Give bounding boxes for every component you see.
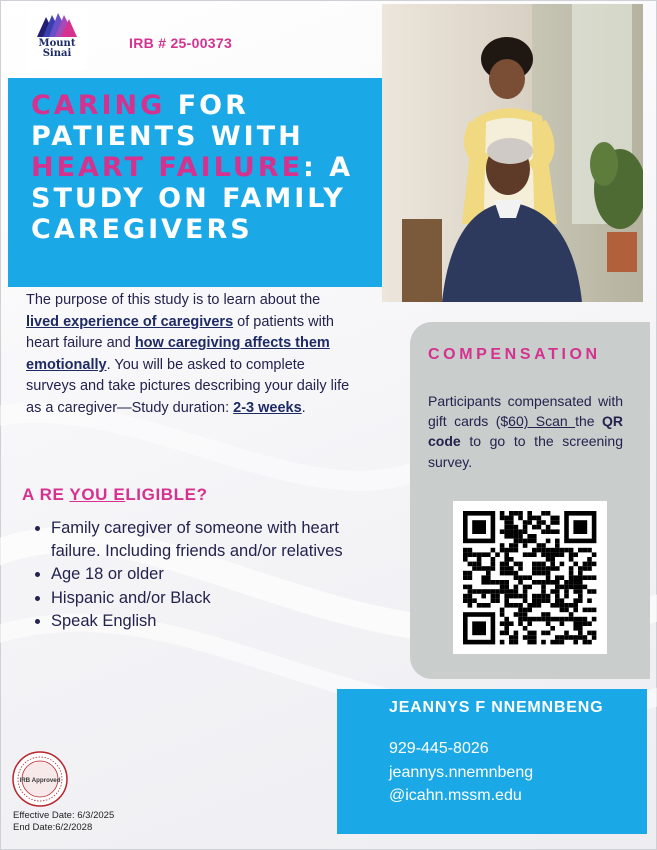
eligibility-heading <box>22 485 208 505</box>
photo-illustration <box>382 4 643 302</box>
mount-sinai-logo-icon <box>34 11 80 39</box>
compensation-text <box>428 391 623 472</box>
contact-name: JEANNYS F NNEMNBENG <box>389 699 604 716</box>
intro-emphasis-duration: 2-3 weeks <box>233 399 302 416</box>
mount-sinai-logo <box>27 8 87 70</box>
intro-text-2: of patients with heart failure and <box>26 313 334 352</box>
title-banner <box>8 78 382 287</box>
contact-email-line1[interactable]: jeannys.nnemnbeng <box>389 763 534 781</box>
elig-head-part1: A RE <box>22 485 70 504</box>
intro-text-3: . You will be asked to complete surveys and take pictures describing your daily life as a caregiver—Study duration: <box>26 356 350 416</box>
elig-head-part2: YOU E <box>69 485 126 504</box>
comp-text-1: Participants compensated with gift cards ($ <box>428 393 623 430</box>
approval-dates <box>13 810 114 834</box>
comp-text-2: the <box>575 413 602 430</box>
caregiver-photo <box>382 4 643 302</box>
intro-text-1: The purpose of this study is to learn about the <box>26 292 321 308</box>
contact-details <box>389 737 639 808</box>
eligibility-item: • Speak English <box>51 610 371 633</box>
study-purpose-paragraph <box>26 290 356 420</box>
irb-seal-icon <box>12 751 68 807</box>
title-heart-failure: HEART FAILURE <box>31 152 304 183</box>
qr-code[interactable] <box>453 501 607 654</box>
comp-text-qr-code: QR code <box>428 413 623 450</box>
intro-emphasis-lived-experience: lived experience of caregivers <box>26 313 234 330</box>
title-caring: CARING <box>31 90 166 121</box>
contact-email-line2[interactable]: @icahn.mssm.edu <box>389 787 522 804</box>
logo-text-mount: Mount <box>38 38 76 49</box>
irb-approved-seal <box>12 751 68 807</box>
comp-text-3: to go to the screening survey. <box>428 433 623 470</box>
contact-phone[interactable]: 929-445-8026 <box>389 740 489 757</box>
eligibility-list <box>31 517 371 633</box>
title-part2: FOR PATIENTS WITH <box>31 90 304 152</box>
end-date: End Date:6/2/2028 <box>13 822 93 833</box>
irb-number: IRB # 25-00373 <box>129 35 233 51</box>
logo-text-sinai: Sinai <box>42 48 72 59</box>
eligibility-item: • Hispanic and/or Black <box>51 587 371 610</box>
comp-text-underlined: 60) Scan <box>508 413 576 430</box>
qr-code-icon <box>453 501 607 654</box>
page-title <box>31 90 376 245</box>
elig-head-part3: LIGIBLE? <box>125 485 208 504</box>
eligibility-item: • Family caregiver of someone with heart failure. Including friends and/or relatives <box>51 517 371 563</box>
intro-emphasis-caregiving-effects: how caregiving affects them emotionally <box>26 335 330 373</box>
eligibility-item: • Age 18 or older <box>51 563 371 586</box>
title-part4: : A STUDY ON FAMILY CAREGIVERS <box>31 152 354 245</box>
compensation-heading: COMPENSATION <box>428 346 601 363</box>
intro-text-4: . <box>301 399 306 416</box>
seal-label: IRB Approved <box>19 777 61 784</box>
effective-date: Effective Date: 6/3/2025 <box>13 810 115 821</box>
